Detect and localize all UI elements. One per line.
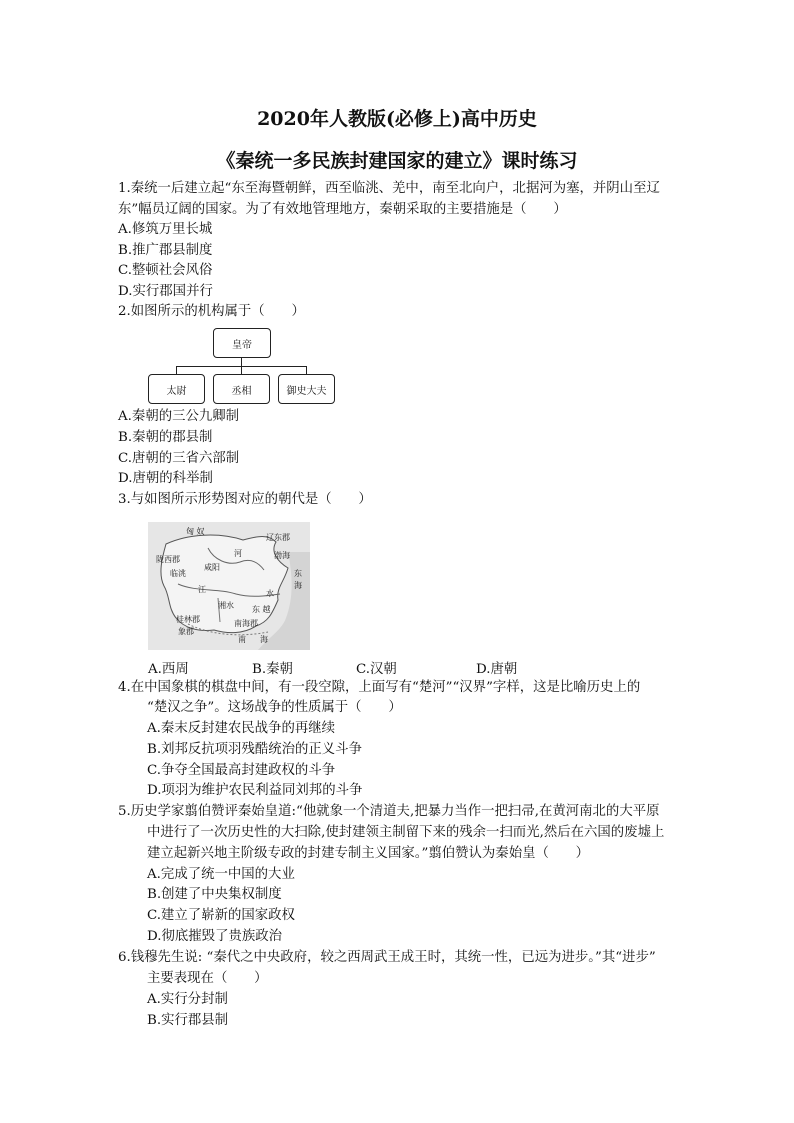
q6-option-a: A.实行分封制	[147, 992, 228, 1007]
map-label-he: 河	[234, 549, 242, 558]
qin-territory-map	[148, 522, 310, 650]
q5-option-d: D.彻底摧毁了贵族政治	[147, 929, 283, 944]
q4-stem-line2: “楚汉之争”。这场战争的性质属于（ ）	[147, 700, 402, 715]
q1-option-b: B.推广郡县制度	[118, 243, 213, 258]
chart-node-taiwei: 太尉	[148, 374, 205, 404]
chart-node-chengxiang: 丞相	[213, 374, 270, 404]
q4-option-d: D.项羽为维护农民利益同刘邦的斗争	[147, 783, 363, 798]
q4-option-a: A.秦末反封建农民战争的再继续	[147, 721, 336, 736]
map-label-xianyang: 咸阳	[204, 563, 220, 572]
q4-option-b: B.刘邦反抗项羽残酷统治的正义斗争	[147, 742, 362, 757]
chart-connector	[176, 366, 177, 374]
q2-option-b: B.秦朝的郡县制	[118, 430, 213, 445]
map-label-lintao: 临洮	[170, 569, 186, 578]
q1-stem-line2: 东”幅员辽阔的国家。为了有效地管理地方，秦朝采取的主要措施是（ ）	[118, 202, 567, 217]
map-label-hai-south: 海	[260, 635, 268, 644]
chart-node-yushidafu: 御史大夫	[278, 374, 335, 404]
chart-connector	[306, 366, 307, 374]
q5-stem-line3: 建立起新兴地主阶级专政的封建专制主义国家。”翦伯赞认为秦始皇（ ）	[147, 846, 590, 861]
q6-stem-line1: 6.钱穆先生说: “秦代之中央政府，较之西周武王成王时，其统一性，已远为进步。”其“进步”	[118, 950, 656, 965]
q5-stem-line2: 中进行了一次历史性的大扫除,使封建领主制留下来的残余一扫而光,然后在六国的废墟上	[147, 825, 665, 840]
map-label-xiongnu: 匈 奴	[186, 527, 205, 536]
map-label-hai: 海	[294, 581, 302, 590]
q5-option-c: C.建立了崭新的国家政权	[147, 908, 295, 923]
q3-option-d: D.唐朝	[476, 662, 518, 677]
map-label-xiangjun: 象郡	[178, 627, 194, 636]
q2-option-a: A.秦朝的三公九卿制	[118, 409, 240, 424]
map-label-longxi: 陇西郡	[156, 555, 180, 564]
chart-node-emperor: 皇帝	[213, 328, 271, 358]
q4-stem-line1: 4.在中国象棋的棋盘中间，有一段空隙，上面写有“楚河”“汉界”字样，这是比喻历史上的	[118, 680, 641, 695]
map-label-nan: 南	[238, 635, 246, 644]
map-label-bohai: 渤海	[274, 551, 290, 560]
q3-stem: 3.与如图所示形势图对应的朝代是（ ）	[118, 492, 372, 507]
map-label-shui: 水	[266, 589, 274, 598]
map-label-dong: 东	[294, 569, 302, 578]
q5-option-a: A.完成了统一中国的大业	[147, 867, 295, 882]
map-label-dongyue: 东 越	[252, 605, 271, 614]
q2-option-d: D.唐朝的科举制	[118, 471, 213, 486]
q3-option-a: A.西周	[148, 662, 189, 677]
map-label-guilin: 桂林郡	[176, 615, 200, 624]
chart-connector	[241, 357, 242, 366]
document-title: 2020年人教版(必修上)高中历史	[257, 108, 537, 130]
map-label-xiangshui: 湘水	[218, 601, 234, 610]
document-subtitle: 《秦统一多民族封建国家的建立》课时练习	[216, 150, 578, 172]
q1-option-d: D.实行郡国并行	[118, 284, 213, 299]
q1-stem-line1: 1.秦统一后建立起“东至海暨朝鲜，西至临洮、羌中，南至北向户，北据河为塞，并阴山至辽	[118, 181, 660, 196]
q5-stem-line1: 5.历史学家翦伯赞评秦始皇道:“他就象一个清道夫,把暴力当作一把扫帚,在黄河南北的大平原	[118, 804, 660, 819]
q1-option-a: A.修筑万里长城	[118, 222, 213, 237]
q6-stem-line2: 主要表现在（ ）	[147, 971, 268, 986]
q3-option-c: C.汉朝	[356, 662, 397, 677]
q3-option-b: B.秦朝	[252, 662, 293, 677]
q4-option-c: C.争夺全国最高封建政权的斗争	[147, 763, 336, 778]
map-label-jiang: 江	[198, 585, 206, 594]
q6-option-b: B.实行郡县制	[147, 1013, 229, 1028]
q2-stem: 2.如图所示的机构属于（ ）	[118, 304, 305, 319]
q1-option-c: C.整顿社会风俗	[118, 263, 213, 278]
chart-connector	[241, 366, 242, 374]
map-label-liaodong: 辽东郡	[266, 533, 290, 542]
q2-option-c: C.唐朝的三省六部制	[118, 451, 240, 466]
map-label-nanhai-jun: 南海郡	[234, 619, 258, 628]
q5-option-b: B.创建了中央集权制度	[147, 887, 282, 902]
